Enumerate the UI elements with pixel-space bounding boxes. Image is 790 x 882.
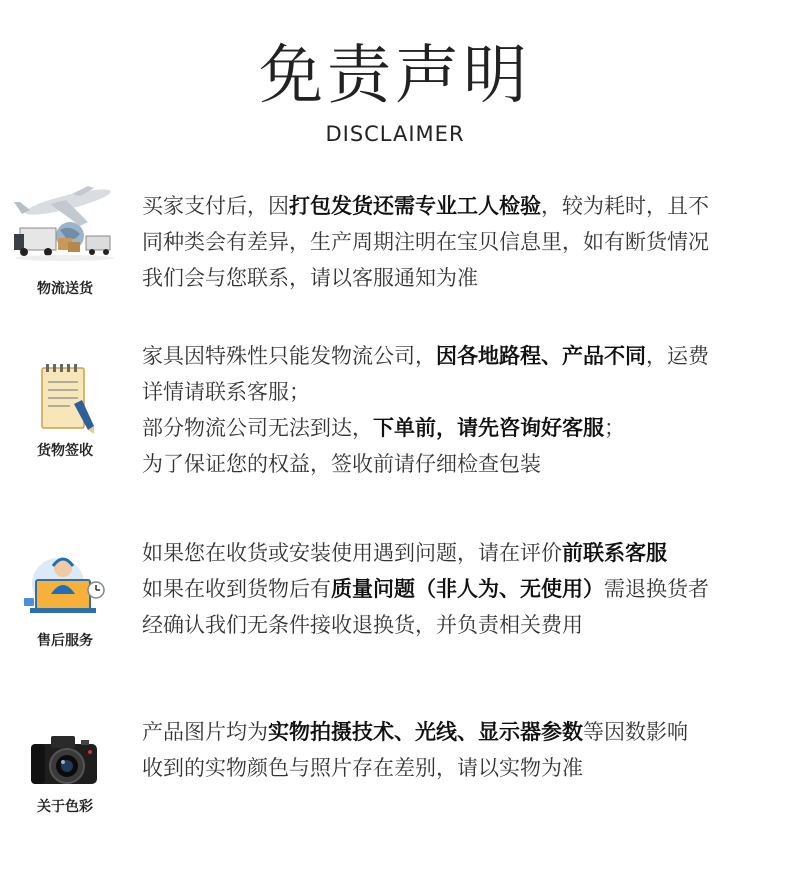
cargo-plane-truck-icon [10,186,120,264]
page-subtitle: DISCLAIMER [325,122,465,146]
section-text [142,535,782,643]
text-line: 部分物流公司无法到达，下单前，请先咨询好客服； [142,416,625,440]
text-line: 详情请联系客服； [142,380,310,404]
text-line: 为了保证您的权益，签收前请仔细检查包装 [142,452,541,476]
text-line: 如果在收到货物后有质量问题（非人为、无使用）需退换货者 [142,577,709,601]
text-line: 我们会与您联系，请以客服通知为准 [142,266,478,290]
text-line: 同种类会有差异，生产周期注明在宝贝信息里，如有断货情况 [142,230,709,254]
text-line: 买家支付后，因打包发货还需专业工人检验，较为耗时，且不 [142,194,709,218]
section-text [142,714,782,786]
camera-icon [27,730,103,790]
text-line: 收到的实物颜色与照片存在差别，请以实物为准 [142,756,583,780]
page-title: 免责声明 [259,39,531,113]
text-line: 产品图片均为实物拍摄技术、光线、显示器参数等因数影响 [142,720,688,744]
icon-label: 货物签收 [37,443,93,459]
after-sales-icon-box [0,550,130,650]
text-line: 家具因特殊性只能发物流公司，因各地路程、产品不同，运费 [142,344,709,368]
logistics-icon-box [0,186,130,298]
icon-label: 关于色彩 [37,799,93,815]
section-text [142,188,782,296]
icon-label: 售后服务 [37,633,93,649]
color-icon-box [0,730,130,816]
notepad-pen-icon [30,360,100,436]
section-text [142,338,782,482]
customer-service-agent-icon [20,550,110,620]
text-line: 如果您在收货或安装使用遇到问题，请在评价前联系客服 [142,541,667,565]
text-line: 经确认我们无条件接收退换货，并负责相关费用 [142,613,583,637]
icon-label: 物流送货 [37,281,93,297]
receipt-icon-box [0,360,130,460]
